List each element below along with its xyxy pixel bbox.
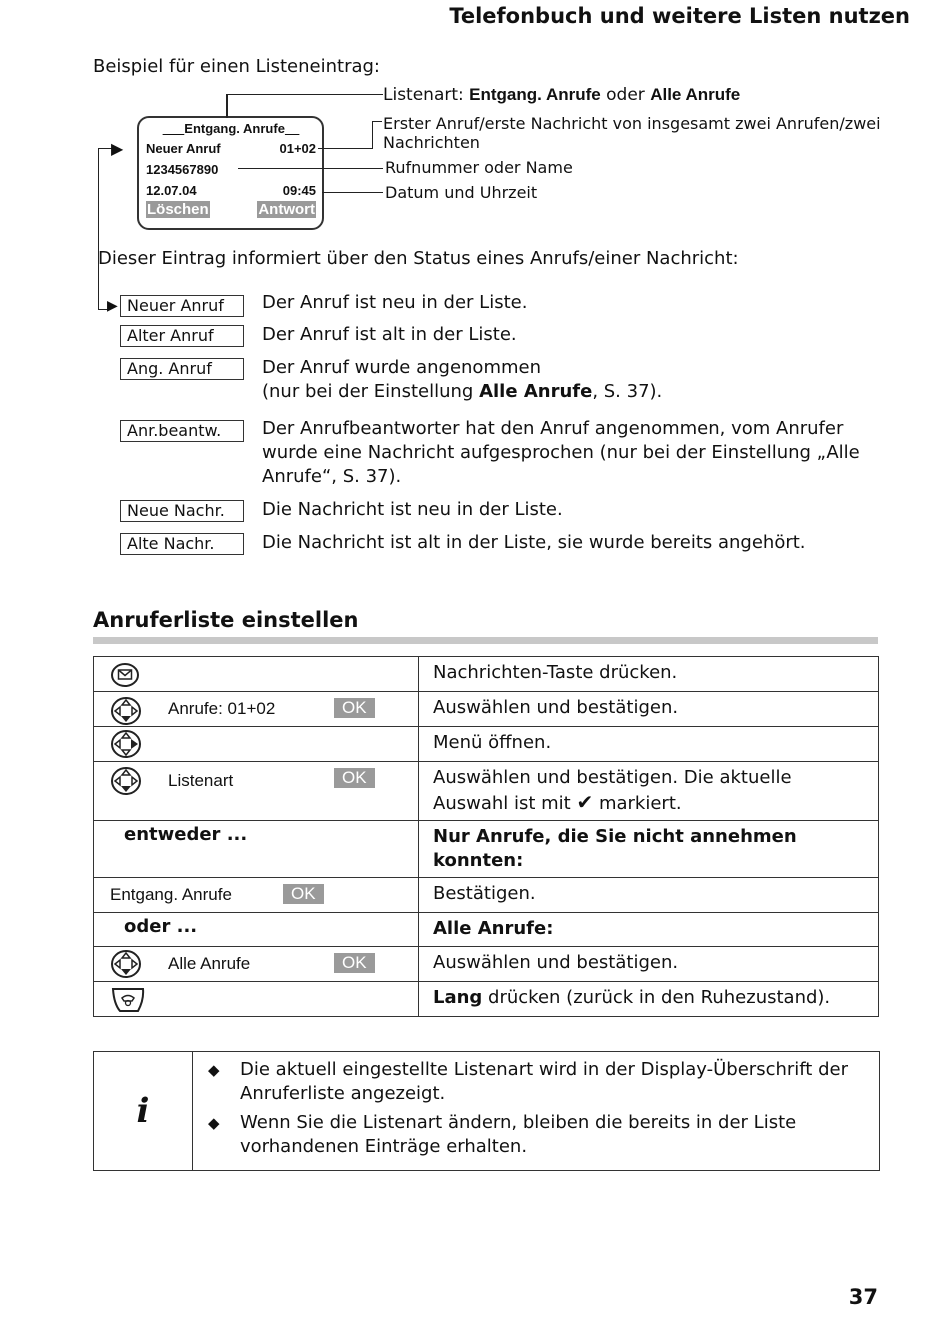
display-title-row (146, 121, 316, 136)
callout-datetime: Datum und Uhrzeit (385, 183, 538, 202)
or-label: oder ... (94, 913, 419, 947)
callout-line-2b (318, 148, 373, 149)
steps-table (93, 656, 879, 1017)
end-call-key-icon[interactable] (110, 986, 146, 1014)
control-key-down-icon[interactable] (110, 696, 142, 726)
ok-softkey[interactable]: OK (283, 884, 324, 904)
control-key-down-icon[interactable] (110, 949, 142, 979)
status-desc-old-call: Der Anruf ist alt in der Liste. (262, 324, 517, 345)
or-text: Alle Anrufe: (419, 913, 879, 947)
status-label-old-call: Alter Anruf (120, 325, 244, 347)
display-status: Neuer Anruf (146, 141, 221, 156)
section-rule (93, 637, 878, 644)
display-row-2 (146, 162, 316, 177)
step-row-4 (94, 762, 879, 821)
status-desc-accepted-line1: Der Anruf wurde angenommen (262, 357, 541, 378)
status-label-old-message: Alte Nachr. (120, 533, 244, 555)
status-label-accepted-call: Ang. Anruf (120, 358, 244, 380)
display-time: 09:45 (282, 183, 316, 198)
intro-text: Beispiel für einen Listeneintrag: (93, 56, 380, 77)
step-4-key (94, 762, 419, 821)
display-row-3 (146, 183, 316, 198)
arrow-right-icon: ▶ (111, 139, 124, 158)
display-title-prefix (163, 121, 185, 136)
status-desc-accepted-call (262, 356, 872, 404)
callout-list-type-opt2: Alle Anrufe (650, 85, 741, 104)
step-5-label: Entgang. Anrufe (110, 885, 232, 904)
step-6-key (94, 947, 419, 982)
callout-list-type-mid: oder (600, 85, 651, 105)
step-row-either (94, 821, 879, 878)
info-bullet-2 (208, 1111, 900, 1159)
section-title: Anruferliste einstellen (93, 608, 359, 632)
status-label-new-message: Neue Nachr. (120, 500, 244, 522)
checkmark-icon: ✔ (576, 790, 594, 814)
step-2-label: Anrufe: 01+02 (168, 699, 276, 718)
step-2-text: Auswählen und bestätigen. (419, 692, 879, 727)
step-7-bold: Lang (433, 987, 483, 1008)
callout-line-2v (372, 121, 373, 149)
step-5-key (94, 878, 419, 913)
step-row-1 (94, 657, 879, 692)
step-3-text: Menü öffnen. (419, 727, 879, 762)
status-desc-new-call: Der Anruf ist neu in der Liste. (262, 292, 528, 313)
diamond-bullet-icon: ◆ (208, 1061, 220, 1079)
display-number: 1234567890 (146, 162, 219, 177)
status-label-new-call (107, 295, 244, 317)
step-7-key (94, 982, 419, 1017)
message-key-icon[interactable] (110, 662, 140, 688)
callout-line-2h (372, 121, 382, 122)
either-label: entweder ... (94, 821, 419, 878)
step-row-or (94, 913, 879, 947)
step-6-label: Alle Anrufe (168, 954, 251, 973)
either-text: Nur Anrufe, die Sie nicht annehmen konnten: (419, 821, 879, 878)
ok-softkey[interactable]: OK (334, 698, 375, 718)
status-desc-answering-machine: Der Anrufbeantworter hat den Anruf angenommen, vom Anrufer wurde eine Nachricht aufgesprochen (nur bei der Einstellung „Alle Anrufe“, S. 37). (262, 418, 860, 487)
status-desc-old-message: Die Nachricht ist alt in der Liste, sie wurde bereits angehört. (262, 532, 806, 553)
display-softkeys (146, 201, 316, 218)
softkey-delete[interactable]: Löschen (147, 201, 209, 218)
status-label-answering-machine: Anr.beantw. (120, 420, 244, 442)
control-key-right-icon[interactable] (110, 729, 142, 759)
softkey-answer[interactable]: Antwort (258, 201, 315, 218)
callout-first-call-line2: Nachrichten (383, 133, 480, 152)
page-header: Telefonbuch und weitere Listen nutzen (449, 4, 910, 28)
step-3-key (94, 727, 419, 762)
callout-line-1v (226, 94, 228, 118)
step-4-label: Listenart (168, 771, 234, 790)
page-number: 37 (848, 1285, 878, 1309)
step-row-7 (94, 982, 879, 1017)
step-row-3 (94, 727, 879, 762)
callout-first-call (383, 114, 881, 152)
display-date: 12.07.04 (146, 183, 197, 198)
callout-list-type-prefix: Listenart: (383, 85, 470, 105)
status-arrow-line (98, 148, 99, 310)
display-row-1 (146, 141, 316, 156)
info-icon: i (94, 1052, 193, 1170)
arrow-right-icon: ▶ (107, 298, 118, 314)
display-count: 01+02 (279, 141, 316, 156)
step-1-key (94, 657, 419, 692)
step-7-text (419, 982, 879, 1017)
step-7-rest: drücken (zurück in den Ruhezustand). (482, 987, 831, 1008)
ok-softkey[interactable]: OK (334, 768, 375, 788)
handset-display (137, 116, 324, 230)
step-row-5 (94, 878, 879, 913)
step-4-text-a: Auswählen und bestätigen. Die aktuelle Auswahl ist mit (433, 767, 792, 814)
status-intro: Dieser Eintrag informiert über den Status eines Anrufs/einer Nachricht: (98, 248, 739, 269)
display-title: Entgang. Anrufe (184, 121, 285, 136)
step-row-2 (94, 692, 879, 727)
status-desc-accepted-post: , S. 37). (592, 381, 663, 402)
step-4-text (419, 762, 879, 821)
ok-softkey[interactable]: OK (334, 953, 375, 973)
callout-list-type-opt1: Entgang. Anrufe (469, 85, 601, 104)
callout-line-4 (322, 192, 383, 193)
step-row-6 (94, 947, 879, 982)
step-5-text: Bestätigen. (419, 878, 879, 913)
callout-number: Rufnummer oder Name (385, 158, 573, 177)
info-bullet-2-text: Wenn Sie die Listenart ändern, bleiben die bereits in der Liste vorhandenen Einträge erhalten. (240, 1112, 797, 1157)
control-key-down-icon[interactable] (110, 766, 142, 796)
step-1-text: Nachrichten-Taste drücken. (419, 657, 879, 692)
callout-line-1h (226, 94, 383, 95)
status-desc-accepted-line2 (262, 380, 872, 404)
callout-list-type (383, 85, 740, 105)
status-desc-accepted-pre: (nur bei der Einstellung (262, 381, 480, 402)
status-desc-new-message: Die Nachricht ist neu in der Liste. (262, 499, 563, 520)
callout-first-call-line1: Erster Anruf/erste Nachricht von insgesamt zwei Anrufen/zwei (383, 114, 881, 133)
status-arrow-top (98, 148, 112, 149)
info-bullet-1 (208, 1058, 900, 1106)
info-bullet-1-text: Die aktuell eingestellte Listenart wird in der Display-Überschrift der Anruferliste angezeigt. (240, 1059, 848, 1104)
display-title-suffix (285, 121, 299, 136)
diamond-bullet-icon: ◆ (208, 1114, 220, 1132)
callout-line-3 (238, 168, 383, 169)
step-6-text: Auswählen und bestätigen. (419, 947, 879, 982)
status-desc-accepted-bold: Alle Anrufe (479, 381, 593, 402)
step-4-text-b: markiert. (593, 793, 682, 814)
status-label-text: Neuer Anruf (127, 296, 224, 315)
info-box (93, 1051, 880, 1171)
step-2-key (94, 692, 419, 727)
